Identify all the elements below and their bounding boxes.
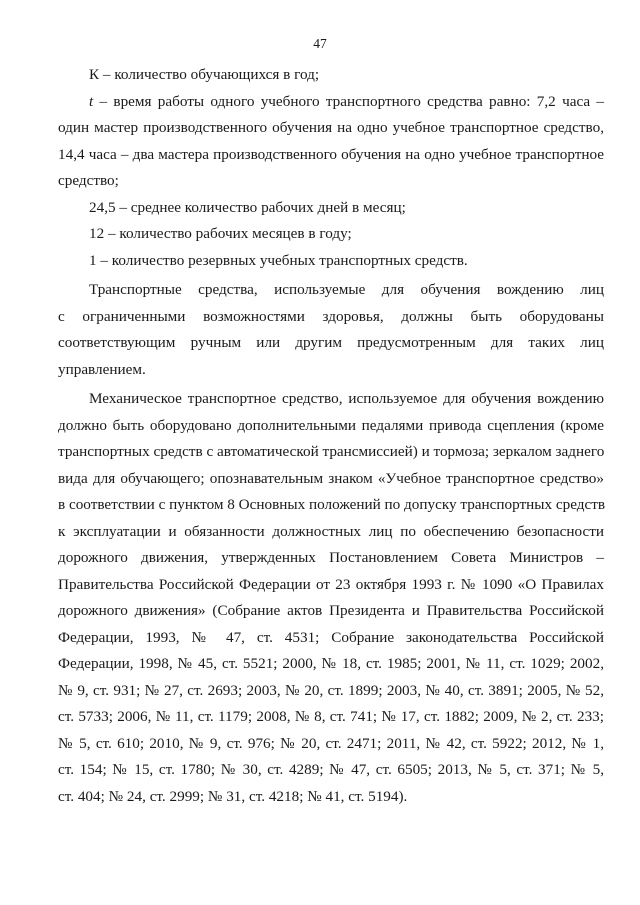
text-line: Транспортные средства, используемые для обучения вождению лиц — [89, 281, 604, 298]
text-line: дорожного движения» (Собрание актов Президента и Правительства Российской — [58, 602, 604, 619]
text-line: вида для обучающего; опознавательным знаком «Учебное транспортное средство» — [58, 469, 604, 487]
text-line: с ограниченными возможностями здоровья, должны быть оборудованы — [58, 307, 604, 325]
text-line: ст. 5733; 2006, № 11, ст. 1179; 2008, № 8, ст. 741; № 17, ст. 1882; 2009, № 2, ст. 233; — [58, 708, 604, 725]
text-line: 1 – количество резервных учебных транспортных средств. — [89, 251, 468, 269]
text-line: Механическое транспортное средство, используемое для обучения вождению — [89, 390, 604, 407]
text-line: 24,5 – среднее количество рабочих дней в месяц; — [89, 198, 406, 216]
variable-symbol: t — [89, 92, 94, 110]
text-line: в соответствии с пунктом 8 Основных положений по допуску транспортных средств — [58, 496, 606, 513]
text-line: управлением. — [58, 360, 146, 378]
text-line: Федерации, 1998, № 45, ст. 5521; 2000, № 18, ст. 1985; 2001, № 11, ст. 1029; 2002, — [58, 655, 604, 672]
text-line: дорожного движения, утвержденных Постановлением Совета Министров – — [58, 549, 604, 566]
page-number: 47 — [313, 36, 327, 51]
text-line: должно быть оборудовано дополнительными педалями привода сцепления (кроме — [58, 416, 604, 434]
line-text: – время работы одного учебного транспортного средства равно: 7,2 часа – — [93, 92, 604, 110]
text-line: средство; — [58, 172, 119, 189]
text-line: 14,4 часа – два мастера производственного обучения на одно учебное транспортное — [58, 145, 604, 163]
text-line: Федерации, 1993, № 47, ст. 4531; Собрание законодательства Российской — [58, 628, 604, 646]
text-line: соответствующим ручным или другим предусмотренным для таких лиц — [58, 334, 604, 351]
text-line: один мастер производственного обучения на одно учебное транспортное средство, — [58, 119, 604, 136]
text-line: 12 – количество рабочих месяцев в году; — [89, 225, 352, 242]
text-line: № 9, ст. 931; № 27, ст. 2693; 2003, № 20, ст. 1899; 2003, № 40, ст. 3891; 2005, № 52, — [58, 681, 604, 699]
text-line: к эксплуатации и обязанности должностных лиц по обеспечению безопасности — [58, 522, 604, 540]
text-line: ст. 154; № 15, ст. 1780; № 30, ст. 4289; № 47, ст. 6505; 2013, № 5, ст. 371; № 5, — [58, 761, 604, 778]
text-line — [58, 89, 604, 116]
text-line: № 5, ст. 610; 2010, № 9, ст. 976; № 20, ст. 2471; 2011, № 42, ст. 5922; 2012, № 1, — [58, 734, 604, 752]
text-line: Правительства Российской Федерации от 23 октября 1993 г. № 1090 «О Правилах — [58, 575, 604, 593]
text-line: транспортных средств с автоматической трансмиссией) и тормоза; зеркалом заднего — [58, 443, 605, 460]
document-body — [58, 62, 604, 810]
text-line: ст. 404; № 24, ст. 2999; № 31, ст. 4218; № 41, ст. 5194). — [58, 787, 408, 805]
text-line: К – количество обучающихся в год; — [89, 66, 320, 83]
